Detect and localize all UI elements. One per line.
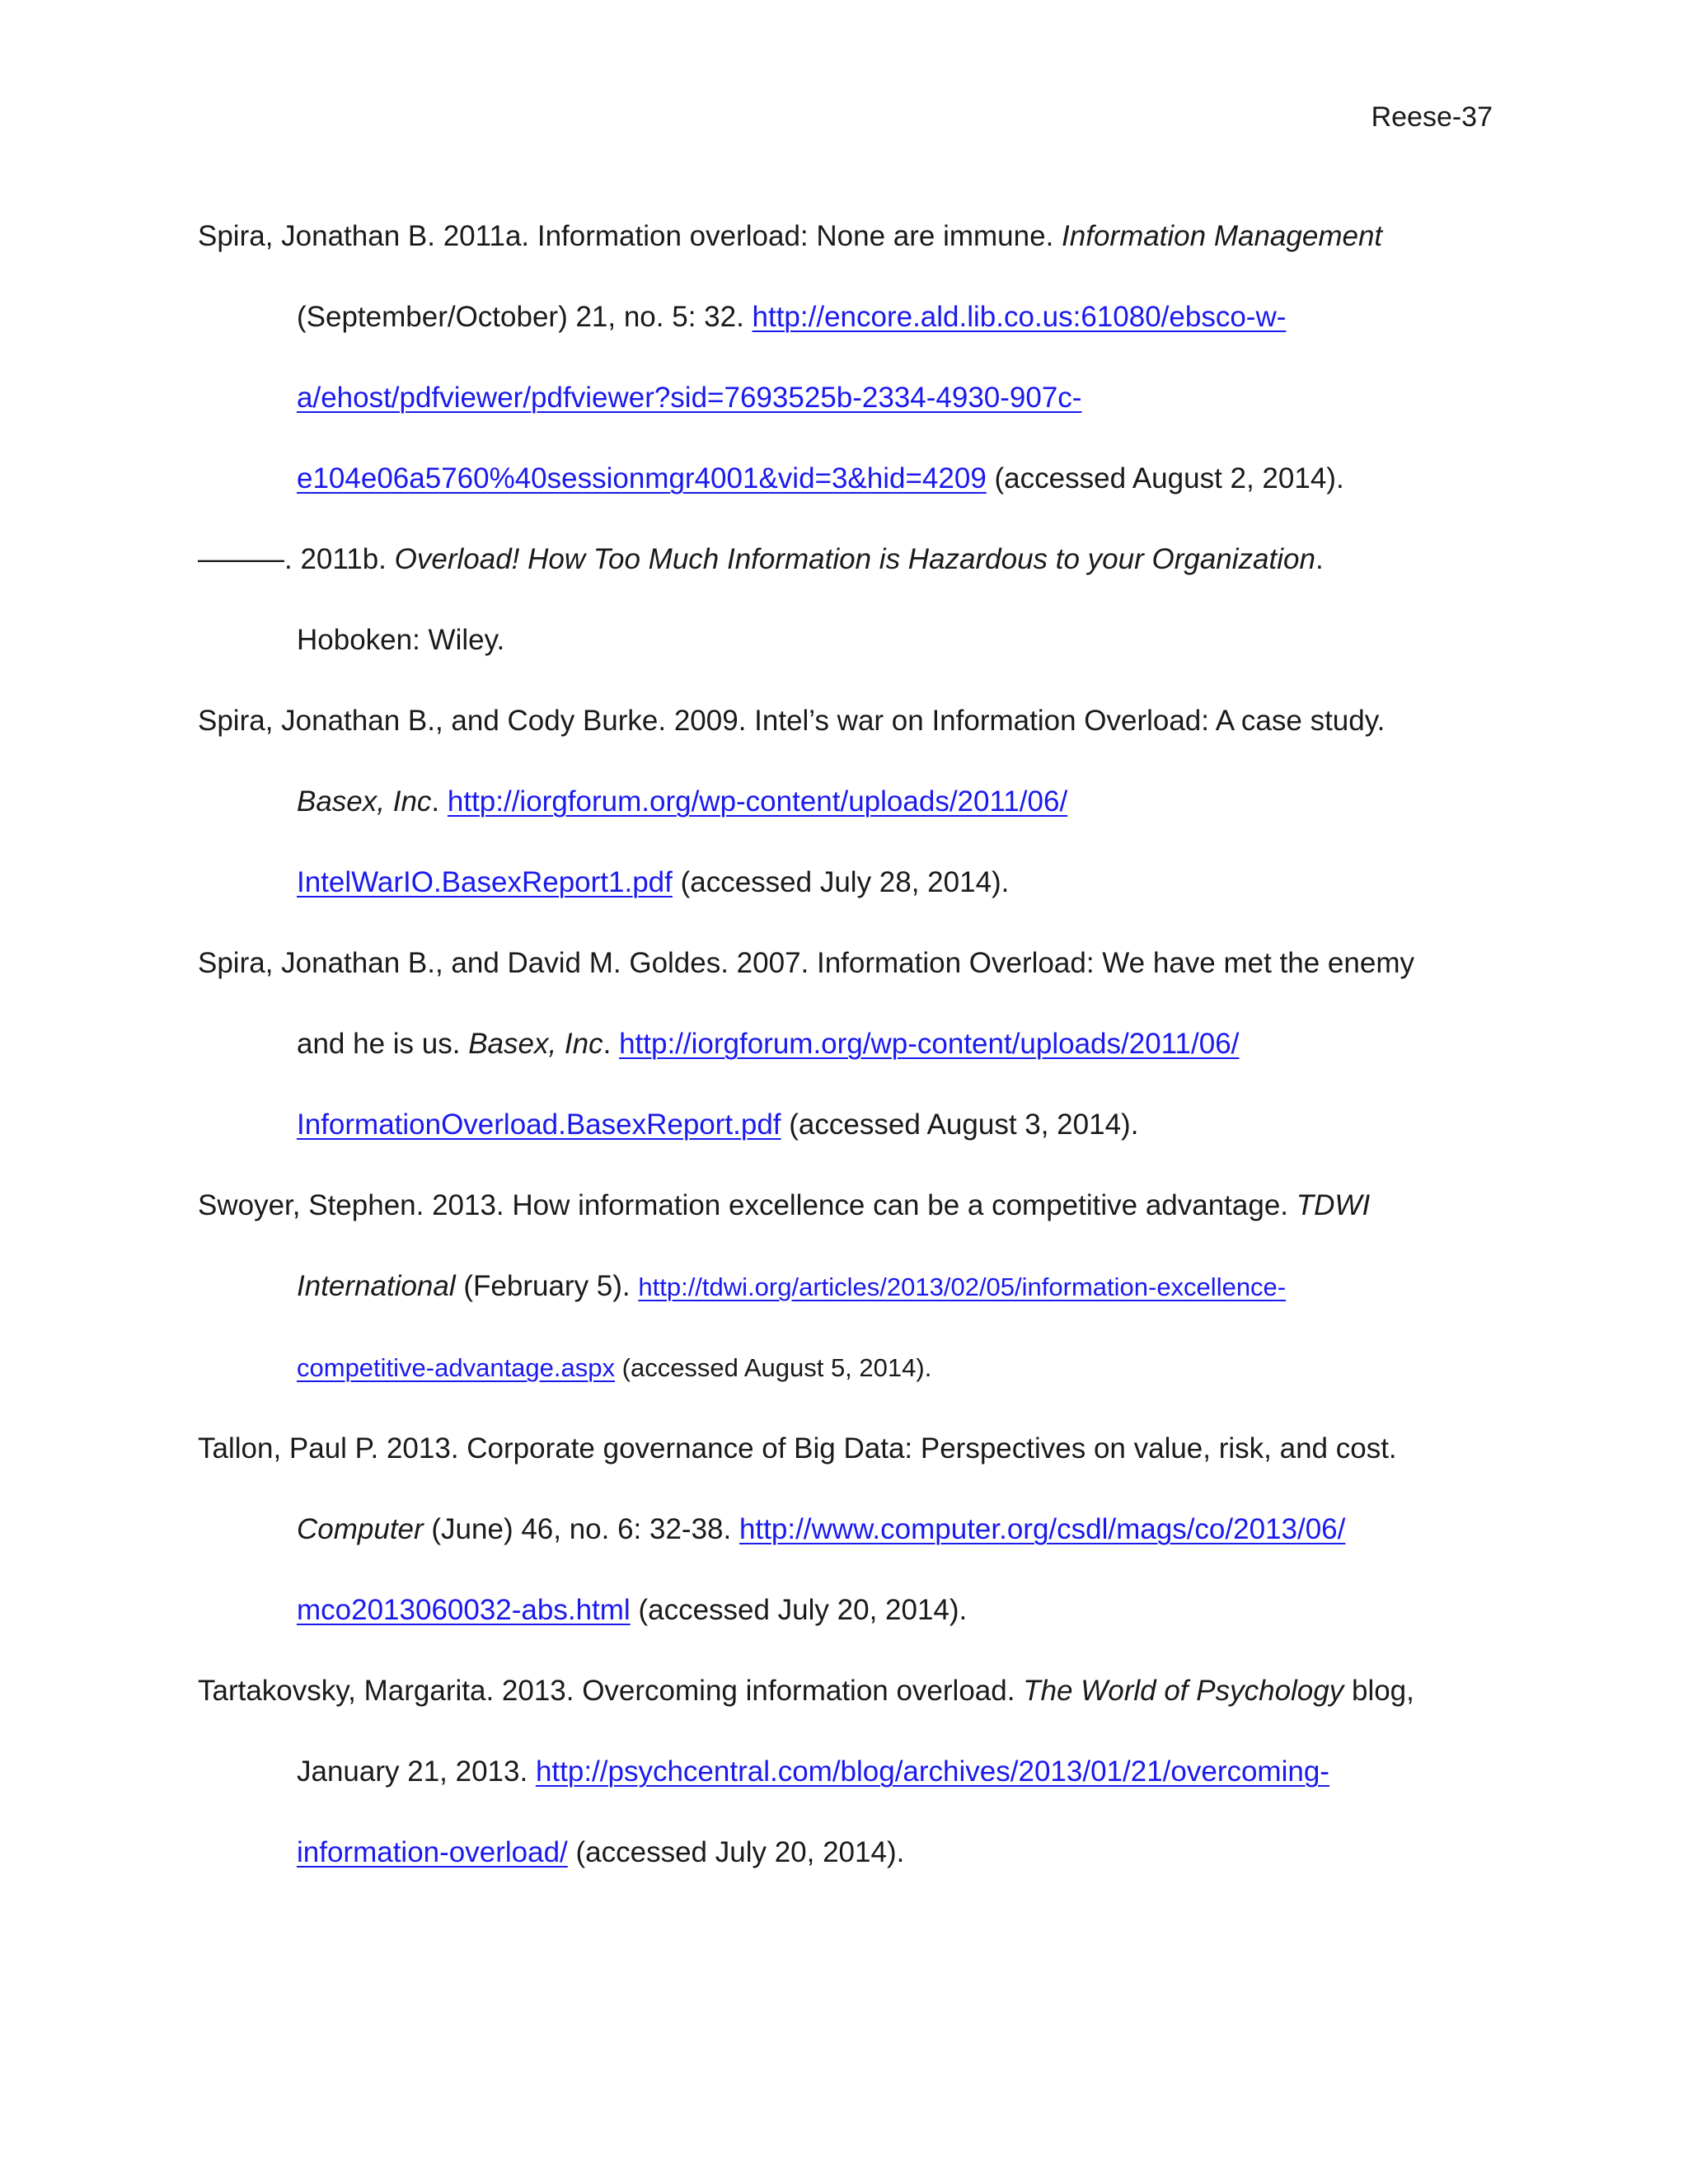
entry-text: . — [603, 1028, 620, 1060]
bib-entry — [198, 681, 1508, 923]
book-title: Overload! How Too Much Information is Hazardous to your Organization — [394, 543, 1315, 575]
accessed-date: (accessed August 3, 2014). — [781, 1108, 1139, 1141]
bib-entry — [198, 1651, 1508, 1893]
accessed-date: (accessed July 20, 2014). — [567, 1836, 905, 1868]
bib-entry — [198, 196, 1508, 519]
citation-link[interactable]: IntelWarIO.BasexReport1.pdf — [297, 866, 673, 898]
entry-text: . — [431, 785, 448, 818]
entry-text: Spira, Jonathan B., and David M. Goldes. 2007. Information Overload: We have met the enemy — [198, 947, 1414, 979]
citation-link[interactable]: http://iorgforum.org/wp-content/uploads/2011/06/ — [619, 1028, 1240, 1060]
repeat-author-dash: ——— — [198, 543, 284, 575]
citation-link[interactable]: http://iorgforum.org/wp-content/uploads/2011/06/ — [447, 785, 1068, 818]
entry-text: . — [1315, 543, 1324, 575]
entry-text: Spira, Jonathan B., and Cody Burke. 2009. Intel’s war on Information Overload: A case study. — [198, 705, 1386, 737]
entry-text: Swoyer, Stephen. 2013. How information excellence can be a competitive advantage. — [198, 1189, 1296, 1221]
entry-text: (June) 46, no. 6: 32-38. — [423, 1513, 739, 1545]
bib-entry — [198, 923, 1508, 1165]
entry-text: Spira, Jonathan B. 2011a. Information overload: None are immune. — [198, 220, 1062, 252]
page-number-header: Reese-37 — [1371, 101, 1493, 133]
accessed-date: (accessed July 28, 2014). — [672, 866, 1010, 898]
citation-link[interactable]: mco2013060032-abs.html — [297, 1594, 631, 1626]
publication-title: Basex, Inc — [468, 1028, 603, 1060]
entry-text: Tallon, Paul P. 2013. Corporate governance of Big Data: Perspectives on value, risk, and cost. — [198, 1432, 1397, 1465]
bibliography — [198, 196, 1508, 1893]
citation-link[interactable]: a/ehost/pdfviewer/pdfviewer?sid=7693525b-2334-4930-907c- — [297, 382, 1082, 414]
publication-title: Basex, Inc — [297, 785, 432, 818]
citation-link[interactable]: http://tdwi.org/articles/2013/02/05/information-excellence- — [638, 1272, 1287, 1301]
bib-entry — [198, 1165, 1508, 1408]
entry-text: January 21, 2013. — [297, 1755, 536, 1788]
entry-text: Tartakovsky, Margarita. 2013. Overcoming information overload. — [198, 1675, 1024, 1707]
citation-link[interactable]: http://psychcentral.com/blog/archives/2013/01/21/overcoming- — [535, 1755, 1329, 1788]
publication-title: Information Management — [1062, 220, 1383, 252]
entry-text: (September/October) 21, no. 5: 32. — [297, 301, 753, 333]
entry-text: blog, — [1343, 1675, 1414, 1707]
accessed-date: (accessed August 2, 2014). — [986, 462, 1344, 494]
publication-title: TDWI — [1296, 1189, 1371, 1221]
publisher: Hoboken: Wiley. — [297, 624, 505, 656]
bib-entry — [198, 1408, 1508, 1651]
citation-link[interactable]: competitive-advantage.aspx — [297, 1353, 616, 1382]
citation-link[interactable]: http://www.computer.org/csdl/mags/co/2013/06/ — [738, 1513, 1346, 1545]
citation-link[interactable]: e104e06a5760%40sessionmgr4001&vid=3&hid=4209 — [297, 462, 987, 494]
entry-text: and he is us. — [297, 1028, 469, 1060]
accessed-date: (accessed July 20, 2014). — [630, 1594, 968, 1626]
entry-text: (February 5). — [455, 1270, 639, 1302]
publication-title: The World of Psychology — [1023, 1675, 1344, 1707]
citation-link[interactable]: InformationOverload.BasexReport.pdf — [297, 1108, 781, 1141]
bib-entry — [198, 519, 1508, 681]
citation-link[interactable]: http://encore.ald.lib.co.us:61080/ebsco-w- — [752, 301, 1287, 333]
entry-text: . 2011b. — [284, 543, 395, 575]
accessed-date: (accessed August 5, 2014). — [615, 1353, 932, 1382]
citation-link[interactable]: information-overload/ — [297, 1836, 568, 1868]
publication-title: Computer — [297, 1513, 424, 1545]
publication-title: International — [297, 1270, 456, 1302]
